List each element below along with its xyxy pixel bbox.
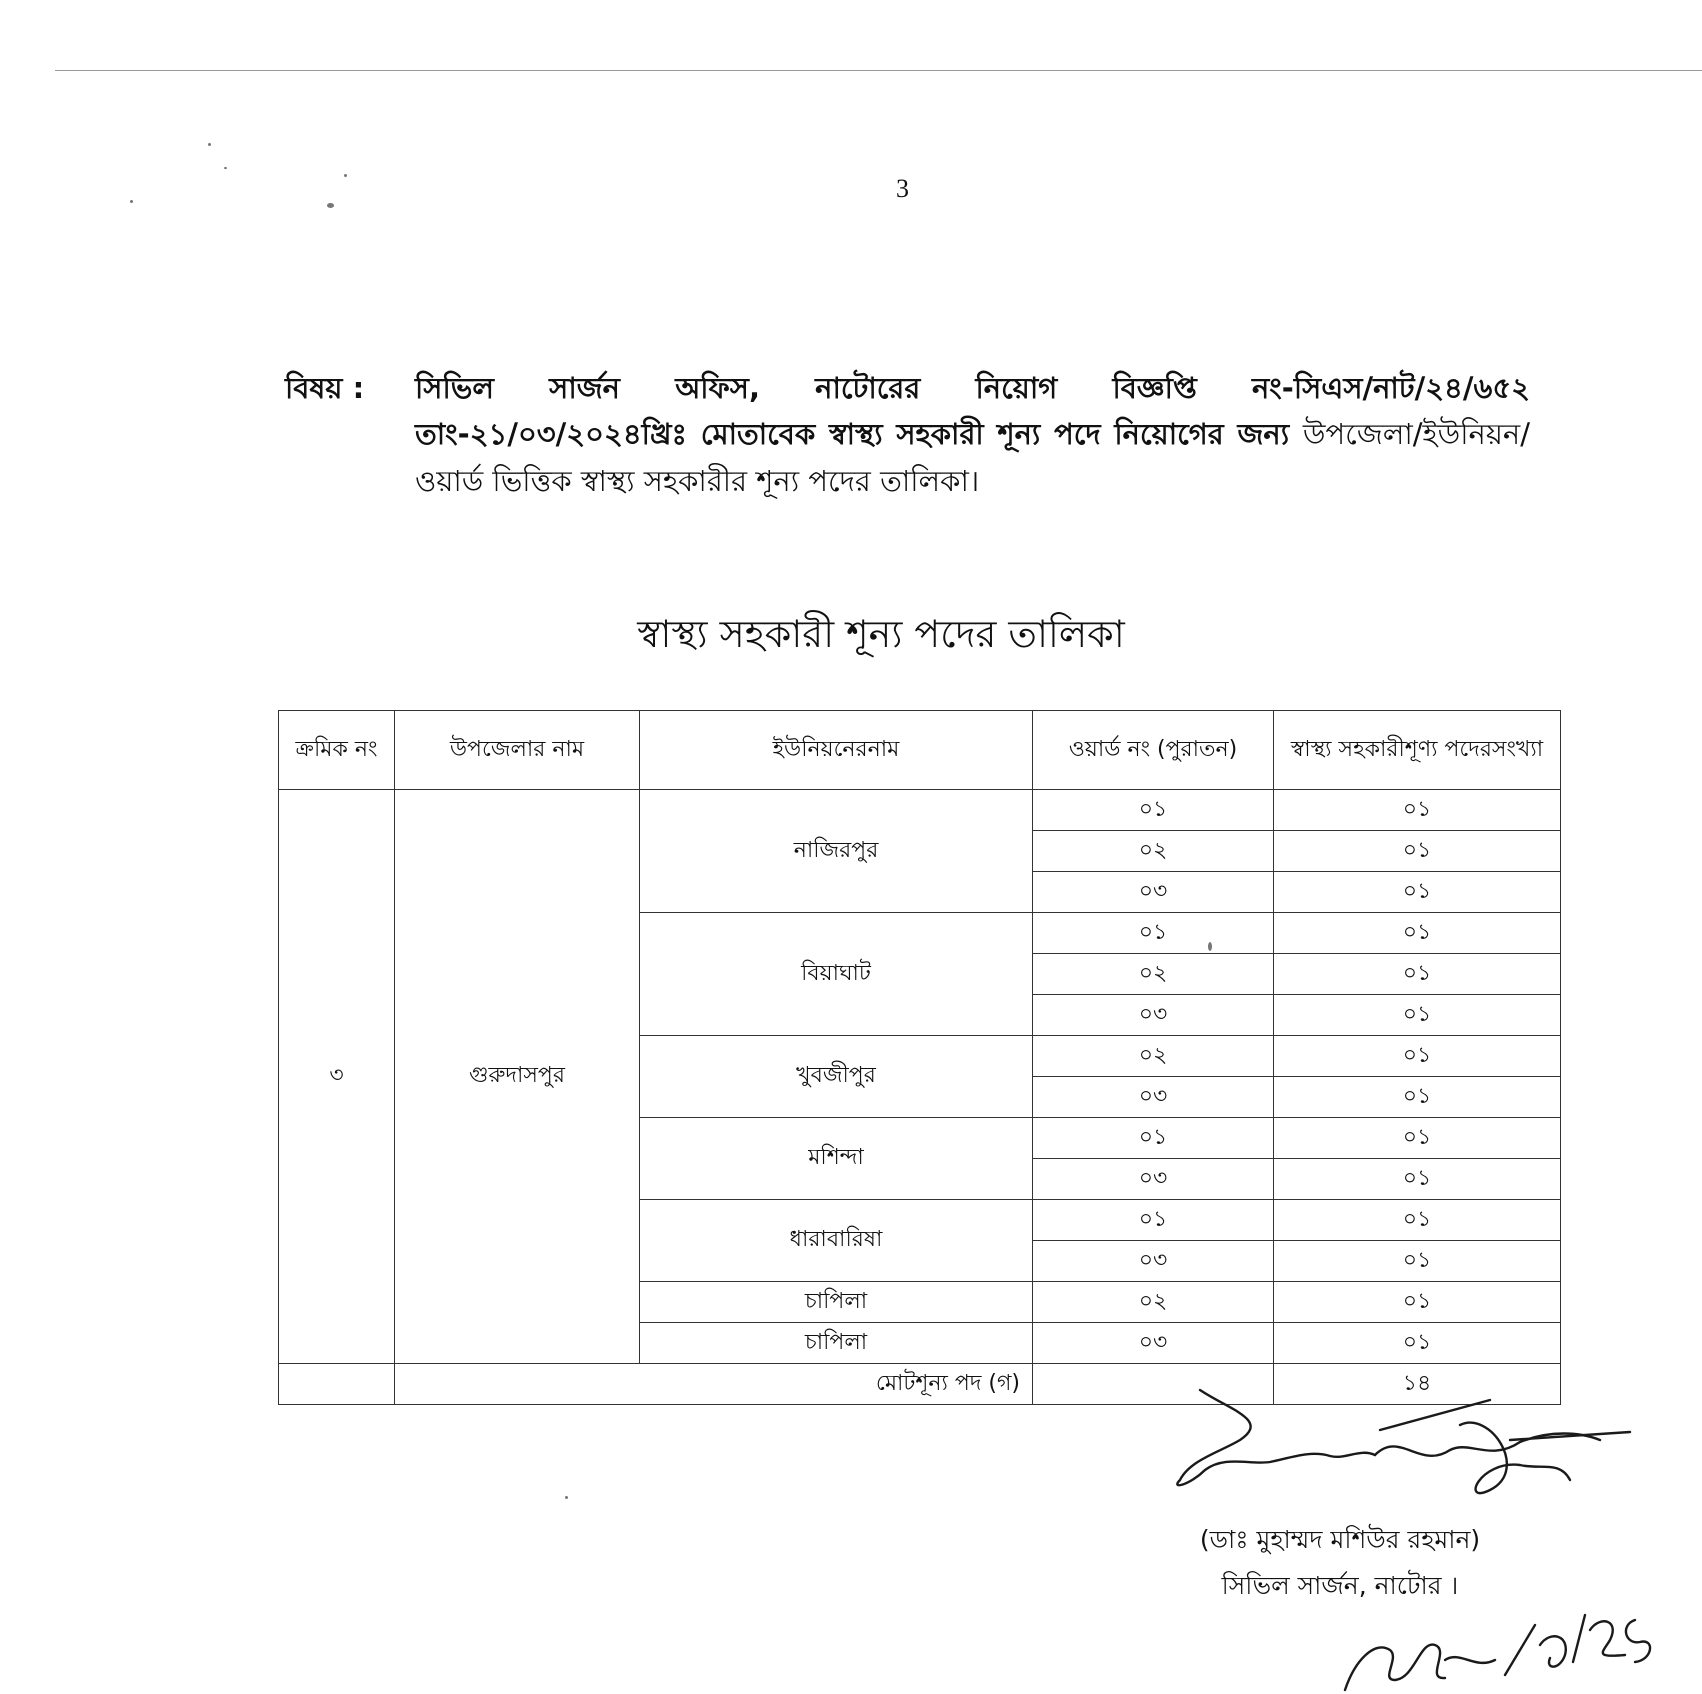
header-union: ইউনিয়নেরনাম xyxy=(640,711,1033,790)
cell-ward: ০৩ xyxy=(1033,1077,1274,1118)
subject-text-bold: সিভিল সার্জন অফিস, নাটোরের নিয়োগ বিজ্ঞপ্তি নং-সিএস/নাট/২৪/৬৫২ তাং-২১/০৩/২০২৪খ্রিঃ মোতাবেক স্বাস্থ্য সহকারী শূন্য পদে নিয়োগের জন্য xyxy=(415,371,1530,452)
total-value: ১৪ xyxy=(1274,1364,1561,1405)
cell-ward: ০১ xyxy=(1033,790,1274,831)
scan-speck xyxy=(344,174,347,177)
cell-serial: ৩ xyxy=(279,790,395,1364)
signatory-name: (ডাঃ মুহাম্মদ মশিউর রহমান) xyxy=(1199,1525,1481,1554)
cell-count: ০১ xyxy=(1274,1036,1561,1077)
signatory-designation: সিভিল সার্জন, নাটোর । xyxy=(1221,1571,1459,1601)
cell-union: চাপিলা xyxy=(640,1282,1033,1323)
subject-text xyxy=(415,365,1530,504)
cell-union: মশিন্দা xyxy=(640,1118,1033,1200)
subject-text-normal: উপজেলা/ইউনিয়ন/ওয়ার্ড ভিত্তিক স্বাস্থ্য সহকারীর শূন্য পদের তালিকা। xyxy=(415,417,1530,498)
cell-ward: ০৩ xyxy=(1033,1241,1274,1282)
cell-count: ০১ xyxy=(1274,913,1561,954)
header-ward: ওয়ার্ড নং (পুরাতন) xyxy=(1033,711,1274,790)
cell-union: বিয়াঘাট xyxy=(640,913,1033,1036)
table-header-row xyxy=(279,711,1561,790)
cell-union: ধারাবারিষা xyxy=(640,1200,1033,1282)
cell-count: ০১ xyxy=(1274,995,1561,1036)
cell-count: ০১ xyxy=(1274,1118,1561,1159)
cell-count: ০১ xyxy=(1274,1282,1561,1323)
cell-count: ০১ xyxy=(1274,1323,1561,1364)
cell-ward: ০২ xyxy=(1033,954,1274,995)
cell-ward: ০৩ xyxy=(1033,1159,1274,1200)
cell-ward: ০২ xyxy=(1033,1282,1274,1323)
cell-ward: ০১ xyxy=(1033,1200,1274,1241)
cell-empty xyxy=(279,1364,395,1405)
cell-count: ০১ xyxy=(1274,872,1561,913)
header-upazila: উপজেলার নাম xyxy=(395,711,640,790)
cell-upazila: গুরুদাসপুর xyxy=(395,790,640,1364)
cell-ward: ০১ xyxy=(1033,913,1274,954)
scan-speck xyxy=(130,200,133,203)
top-rule xyxy=(55,70,1702,71)
vacancy-table xyxy=(278,710,1561,1405)
cell-union: খুবজীপুর xyxy=(640,1036,1033,1118)
header-serial: ক্রমিক নং xyxy=(279,711,395,790)
cell-count: ০১ xyxy=(1274,1159,1561,1200)
cell-ward: ০৩ xyxy=(1033,1323,1274,1364)
cell-union: চাপিলা xyxy=(640,1323,1033,1364)
signatory-block xyxy=(1140,1517,1540,1610)
cell-union: নাজিরপুর xyxy=(640,790,1033,913)
scan-speck xyxy=(565,1496,568,1499)
handwritten-date xyxy=(1335,1600,1665,1694)
scan-speck xyxy=(327,203,334,208)
cell-count: ০১ xyxy=(1274,1241,1561,1282)
total-label: মোটশূন্য পদ (গ) xyxy=(395,1364,1033,1405)
cell-ward: ০১ xyxy=(1033,1118,1274,1159)
cell-count: ০১ xyxy=(1274,831,1561,872)
cell-ward: ০৩ xyxy=(1033,872,1274,913)
subject-label: বিষয় : xyxy=(285,371,365,405)
subject-block xyxy=(285,365,1530,504)
cell-count: ০১ xyxy=(1274,954,1561,995)
signature-scribble xyxy=(1160,1370,1640,1530)
scan-speck xyxy=(224,167,227,169)
cell-ward: ০২ xyxy=(1033,831,1274,872)
scan-speck xyxy=(208,143,211,146)
table-row xyxy=(279,790,1561,831)
cell-count: ০১ xyxy=(1274,1077,1561,1118)
page-number: 3 xyxy=(896,174,909,203)
document-title: স্বাস্থ্য সহকারী শূন্য পদের তালিকা xyxy=(637,612,1125,656)
cell-count: ০১ xyxy=(1274,1200,1561,1241)
cell-ward: ০২ xyxy=(1033,1036,1274,1077)
cell-ward: ০৩ xyxy=(1033,995,1274,1036)
cell-count: ০১ xyxy=(1274,790,1561,831)
header-vacancy-count: স্বাস্থ্য সহকারীশূণ্য পদেরসংখ্যা xyxy=(1274,711,1561,790)
